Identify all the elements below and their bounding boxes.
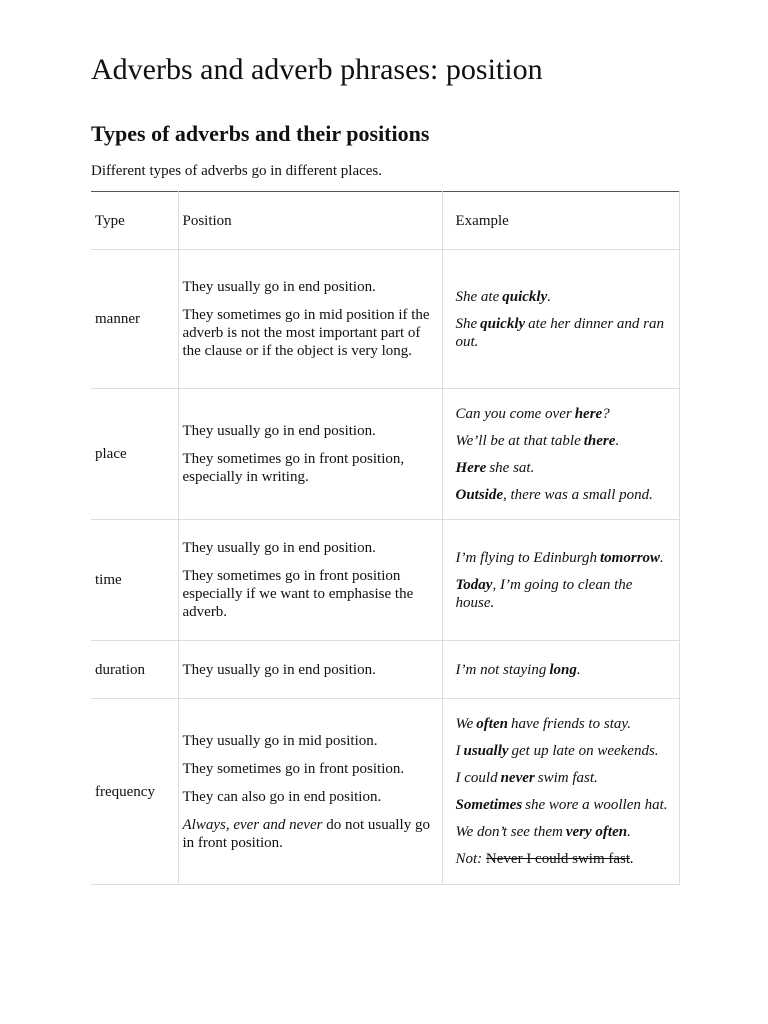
example-sentence: Here she sat. — [455, 459, 535, 476]
type-cell: frequency — [91, 699, 178, 885]
example-sentence: Today, I’m going to clean the house. — [455, 576, 633, 611]
example-sentence: Can you come over here? — [455, 405, 610, 422]
example-sentence: Sometimes she wore a woollen hat. — [455, 797, 668, 813]
header-example: Example — [442, 192, 679, 250]
example-sentence: I could never swim fast. — [455, 770, 598, 786]
position-text: They sometimes go in mid position if the adverb is not the most important part of the clause or if the object is very long. — [182, 307, 430, 359]
position-text: They usually go in end position. — [182, 661, 376, 678]
adverb-positions-table — [91, 191, 680, 885]
position-note: Always, ever and never do not usually go in front position. — [182, 816, 430, 851]
type-cell: manner — [91, 250, 178, 389]
example-cell — [442, 250, 679, 389]
table-row-time — [91, 520, 679, 641]
example-cell — [442, 520, 679, 641]
position-text: They can also go in end position. — [182, 788, 382, 805]
header-position: Position — [178, 192, 442, 250]
position-text: They sometimes go in front position. — [182, 760, 405, 777]
type-cell: time — [91, 520, 178, 641]
example-sentence: We’ll be at that table there. — [455, 432, 620, 449]
example-sentence: I’m not staying long. — [455, 661, 581, 678]
type-cell: duration — [91, 641, 178, 699]
example-sentence: We don’t see them very often. — [455, 824, 631, 840]
struck-sentence: Never I could swim fast — [485, 851, 631, 867]
example-sentence: I’m flying to Edinburgh tomorrow. — [455, 549, 664, 566]
example-cell — [442, 389, 679, 520]
position-text: They usually go in end position. — [182, 423, 376, 439]
page-title: Adverbs and adverb phrases: position — [91, 53, 543, 86]
adverb-highlight: quickly — [502, 288, 548, 305]
adverb-highlight: quickly — [480, 315, 526, 332]
position-cell — [178, 520, 442, 641]
adverb-highlight: Sometimes — [455, 797, 523, 813]
section-title: Types of adverbs and their positions — [91, 121, 430, 146]
table-row-manner — [91, 250, 679, 389]
example-sentence: We often have friends to stay. — [455, 716, 631, 732]
table-row-place — [91, 389, 679, 520]
position-cell — [178, 250, 442, 389]
example-sentence: Outside, there was a small pond. — [455, 486, 653, 503]
position-text: They usually go in mid position. — [182, 732, 378, 749]
position-text: They sometimes go in front position especially if we want to emphasise the adverb. — [182, 568, 414, 620]
example-sentence: She quickly ate her dinner and ran out. — [455, 315, 664, 350]
adverb-highlight: there — [583, 432, 616, 449]
adverb-highlight: Today — [455, 576, 493, 593]
adverb-highlight: never — [500, 770, 535, 786]
position-text: They usually go in end position. — [182, 540, 376, 556]
header-type: Type — [91, 192, 178, 250]
position-cell — [178, 699, 442, 885]
adverb-highlight: usually — [463, 743, 509, 759]
example-sentence: She ate quickly. — [455, 288, 551, 305]
table-row-frequency — [91, 699, 679, 885]
table-row-duration — [91, 641, 679, 699]
adverb-highlight: often — [476, 716, 508, 732]
position-cell — [178, 389, 442, 520]
example-cell — [442, 641, 679, 699]
adverb-highlight: here — [574, 405, 603, 422]
position-cell — [178, 641, 442, 699]
type-cell: place — [91, 389, 178, 520]
adverb-highlight: long — [549, 661, 577, 678]
incorrect-example: Not: Never I could swim fast. — [455, 851, 634, 867]
example-cell — [442, 699, 679, 885]
example-sentence: I usually get up late on weekends. — [455, 743, 659, 759]
intro-text: Different types of adverbs go in different places. — [91, 163, 383, 179]
adverb-highlight: very often — [565, 824, 628, 840]
position-text: They sometimes go in front position, especially in writing. — [182, 451, 405, 485]
table-header-row — [91, 192, 679, 250]
position-text: They usually go in end position. — [182, 279, 376, 295]
adverb-highlight: Outside — [455, 486, 504, 503]
adverb-highlight: tomorrow — [600, 549, 661, 566]
adverb-highlight: Here — [455, 459, 487, 476]
